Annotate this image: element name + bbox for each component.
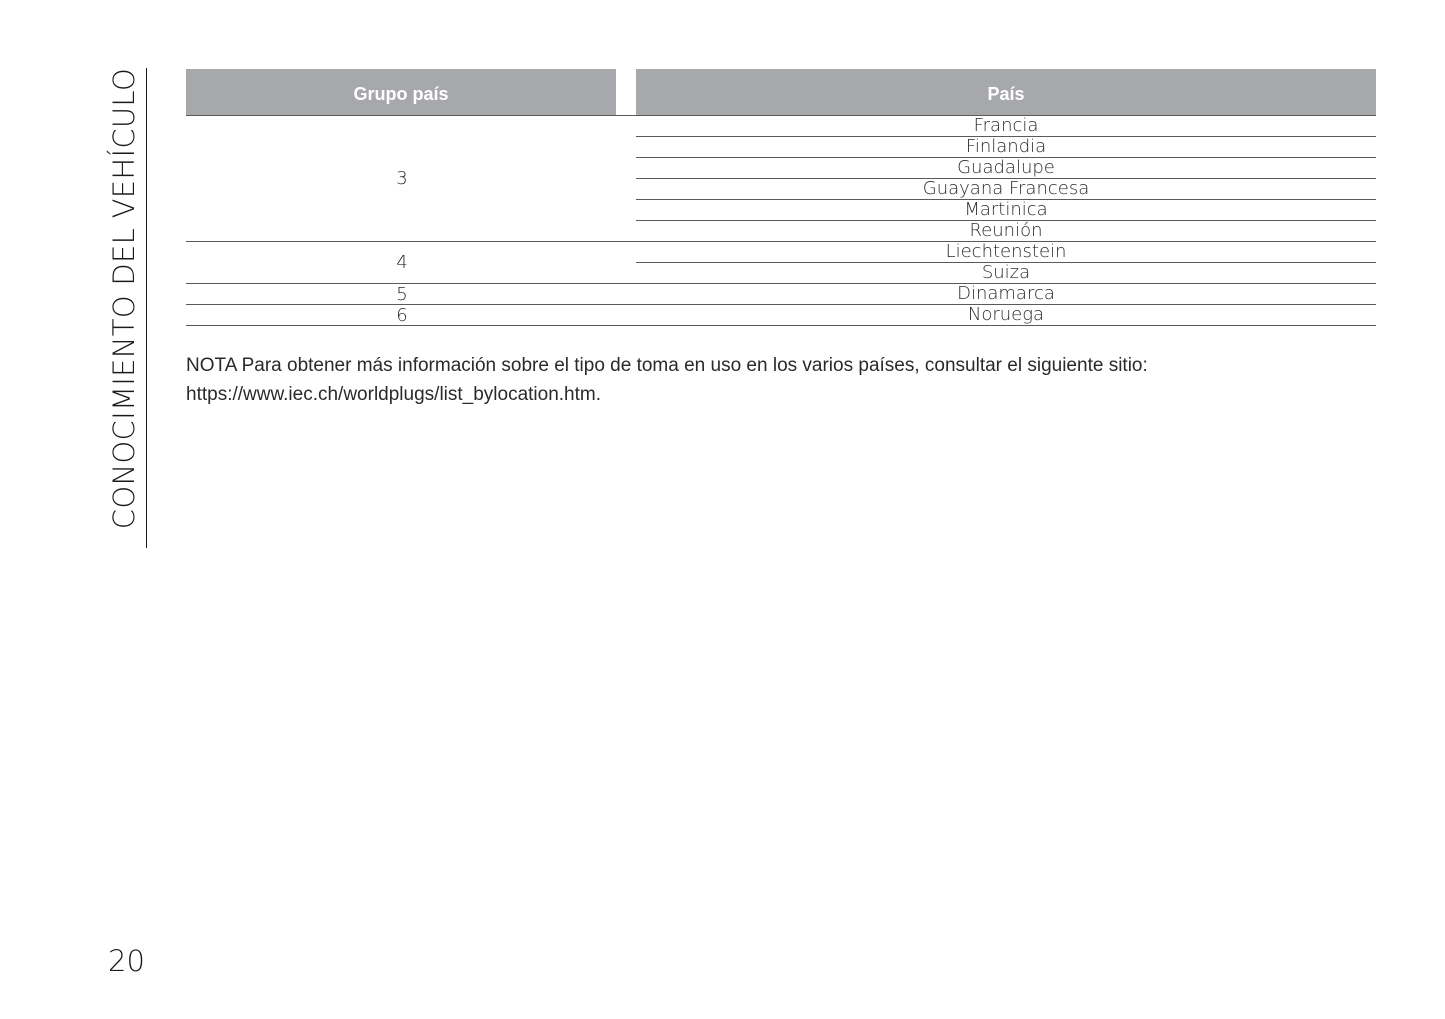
country-cell: Reunión [969,220,1043,241]
country-group-table [186,69,1376,326]
note-text: NOTA Para obtener más información sobre el tipo de toma en uso en los varios países, consultar el siguiente sitio: [186,355,1148,376]
country-cell: Martinica [636,200,1376,221]
section-title: CONOCIMIENTO DEL VEHÍCULO [107,68,141,530]
table-header [186,69,1376,116]
group-number: 3 [396,168,408,189]
country-list [636,305,1376,325]
country-cell: Suiza [981,262,1031,283]
group-number: 5 [396,283,408,305]
page-number: 20 [108,944,145,978]
country-cell: Guayana Francesa [636,179,1376,200]
country-list [636,284,1376,304]
country-cell: Guadalupe [636,158,1376,179]
group-number: 4 [396,252,408,273]
note-url: https://www.iec.ch/worldplugs/list_bylocation.htm. [186,384,602,405]
table-row-group-5 [186,284,1376,305]
table-row-group-3 [186,116,1376,242]
country-cell: Noruega [967,304,1045,325]
section-title-bar [103,68,147,548]
header-country: País [636,69,1376,115]
country-cell: Dinamarca [957,283,1055,304]
country-list [636,242,1376,283]
group-number: 6 [396,304,408,326]
country-cell: Francia [636,116,1376,137]
country-cell: Finlandia [636,137,1376,158]
country-cell: Liechtenstein [636,242,1376,263]
country-list [636,116,1376,241]
note-paragraph [186,351,1376,409]
table-row-group-6 [186,305,1376,326]
table-row-group-4 [186,242,1376,284]
header-group-country: Grupo país [186,69,616,115]
